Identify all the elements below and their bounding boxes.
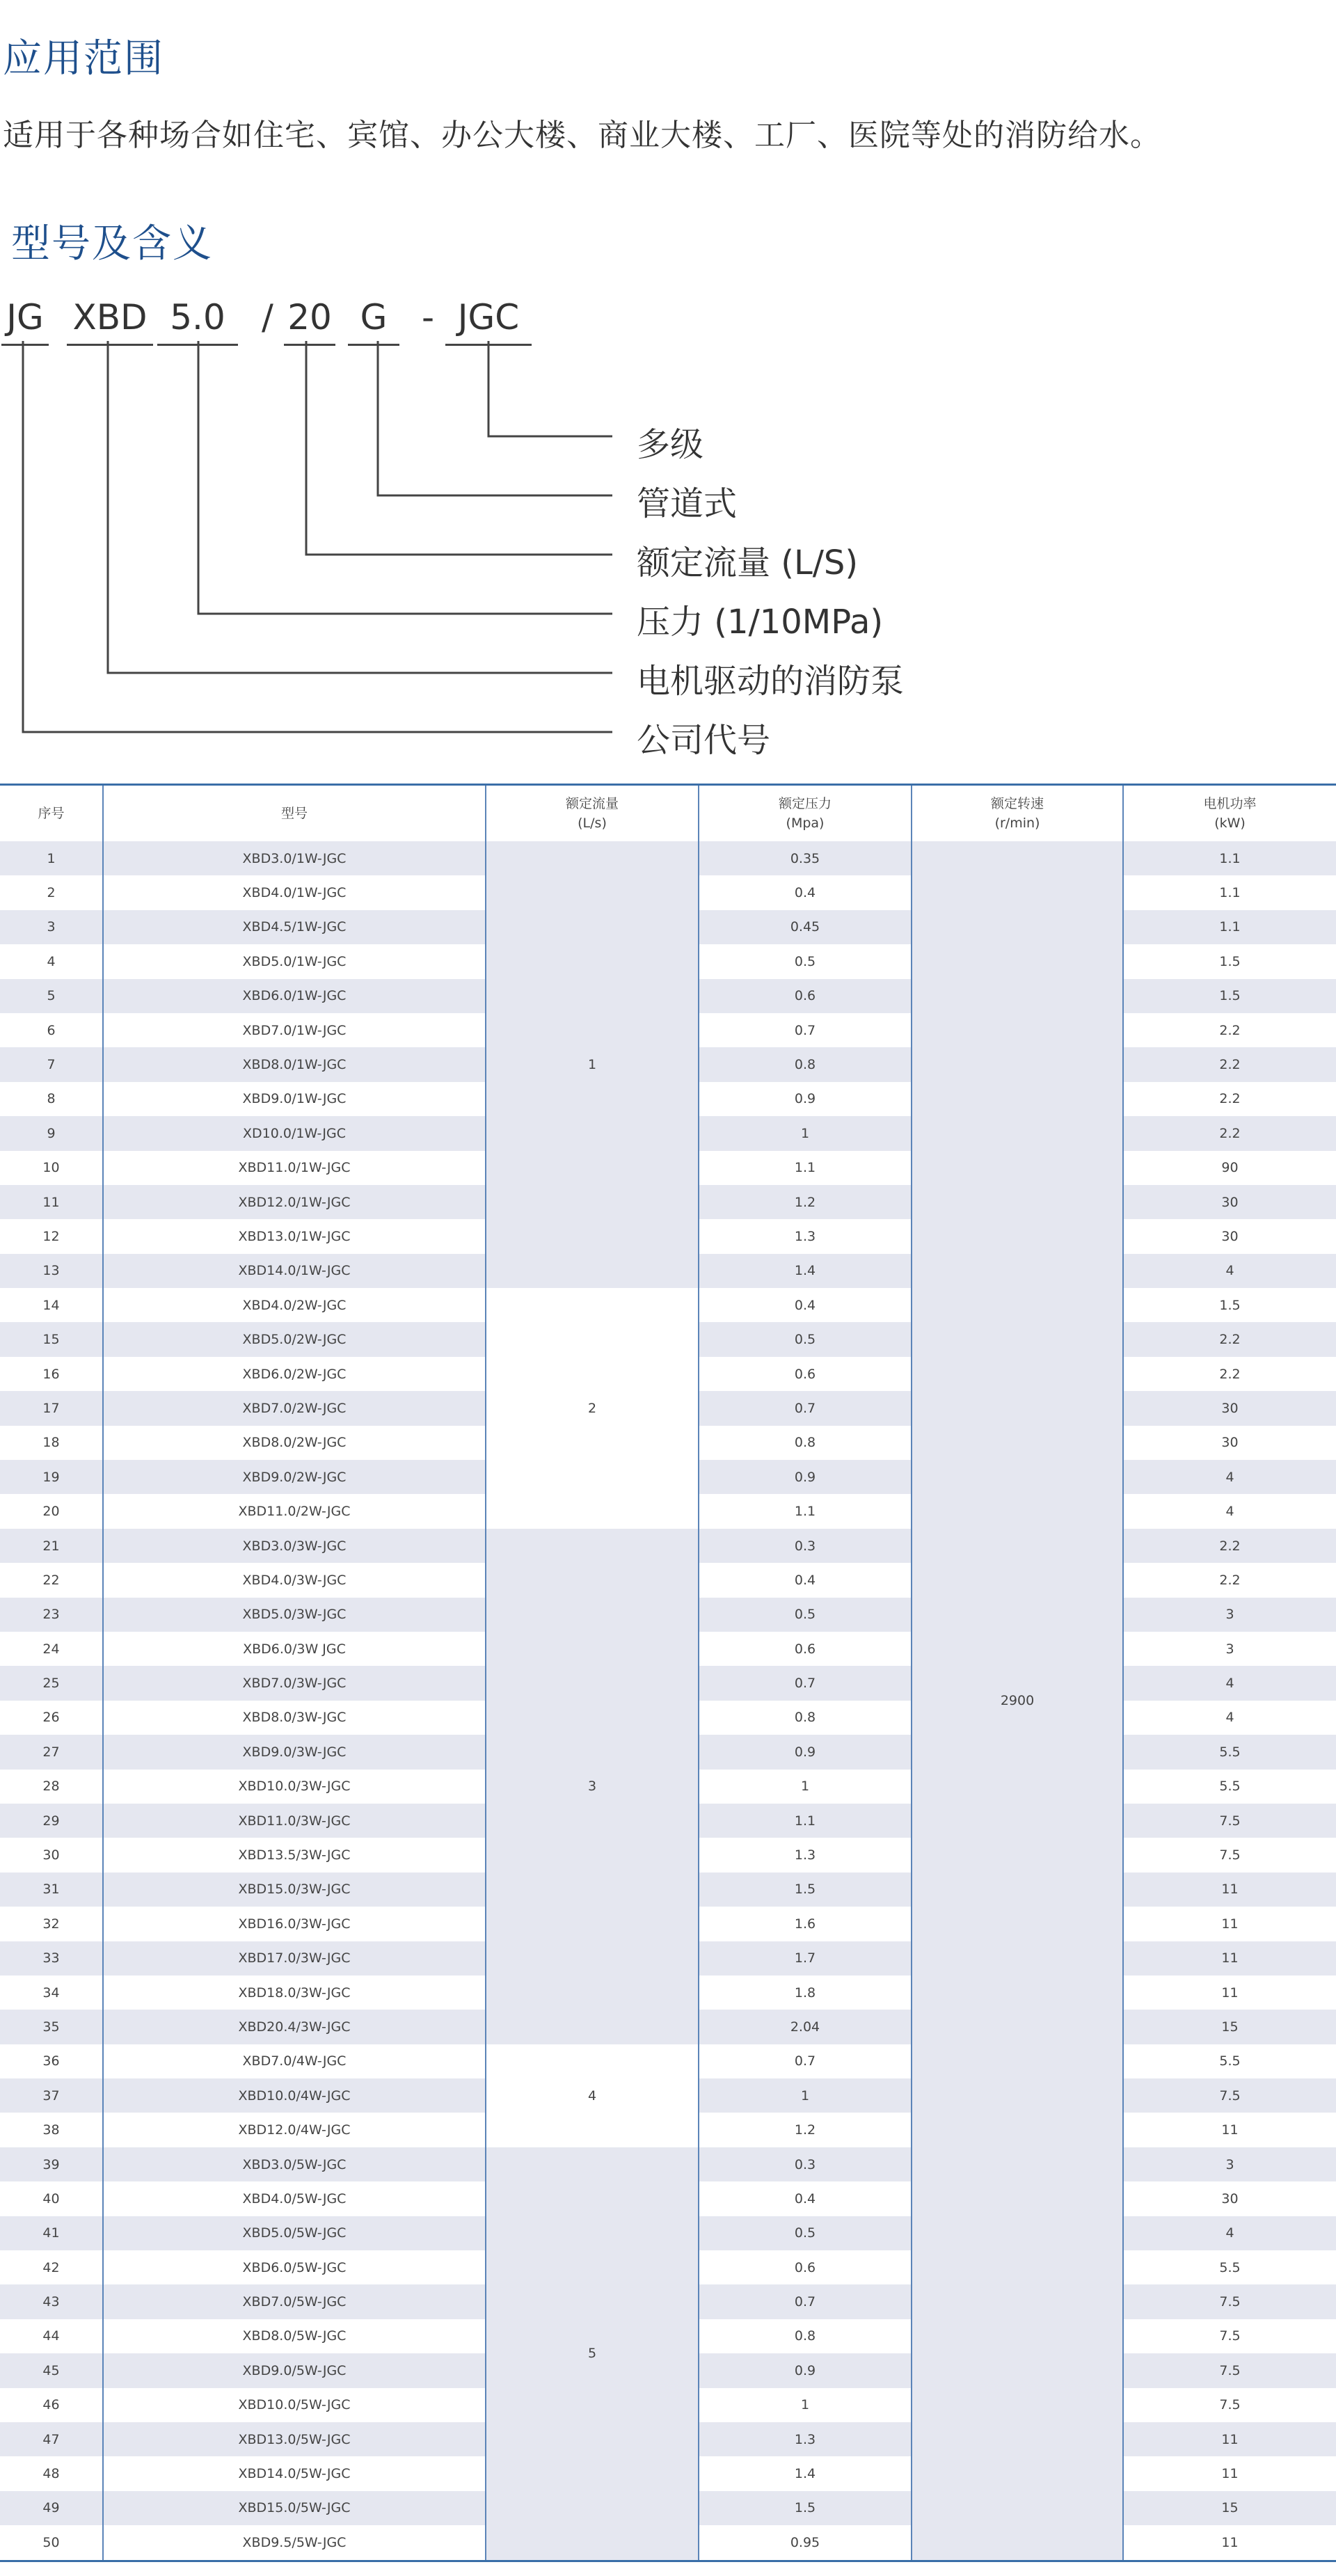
cell-model: XBD8.0/3W-JGC	[103, 1701, 486, 1735]
cell-model: XBD13.0/5W-JGC	[103, 2422, 486, 2456]
cell-power: 2.2	[1123, 1082, 1336, 1116]
cell-model: XBD6.0/1W-JGC	[103, 979, 486, 1013]
cell-pressure: 1.6	[699, 1907, 912, 1941]
cell-power: 11	[1123, 2422, 1336, 2456]
cell-power: 30	[1123, 2181, 1336, 2216]
cell-no: 7	[0, 1047, 103, 1081]
table-body	[0, 841, 1336, 2561]
cell-model: XBD3.0/1W-JGC	[103, 841, 486, 875]
cell-model: XBD13.0/1W-JGC	[103, 1219, 486, 1253]
cell-no: 17	[0, 1391, 103, 1425]
cell-no: 15	[0, 1322, 103, 1356]
cell-power: 7.5	[1123, 2284, 1336, 2319]
cell-power: 30	[1123, 1219, 1336, 1253]
cell-pressure: 1.1	[699, 1151, 912, 1185]
cell-no: 47	[0, 2422, 103, 2456]
code-part-pressure: 5.0	[157, 291, 238, 346]
code-separator-slash: /	[262, 297, 273, 337]
meaning-rated-flow: 额定流量 (L/S)	[637, 543, 859, 582]
table-row	[0, 1288, 1336, 1322]
cell-no: 12	[0, 1219, 103, 1253]
cell-power: 2.2	[1123, 1322, 1336, 1356]
code-separator-dash: -	[422, 297, 435, 337]
header-model: 型号	[103, 785, 486, 842]
cell-no: 20	[0, 1494, 103, 1528]
cell-pressure: 1.5	[699, 1873, 912, 1907]
cell-power: 1.1	[1123, 910, 1336, 944]
cell-power: 1.1	[1123, 875, 1336, 909]
cell-pressure: 1	[699, 1770, 912, 1804]
cell-pressure: 0.95	[699, 2525, 912, 2561]
cell-pressure: 0.4	[699, 1288, 912, 1322]
cell-power: 5.5	[1123, 2250, 1336, 2284]
cell-model: XBD5.0/1W-JGC	[103, 944, 486, 978]
cell-pressure: 1.7	[699, 1941, 912, 1975]
cell-power: 1.5	[1123, 1288, 1336, 1322]
cell-power: 1.1	[1123, 841, 1336, 875]
cell-power: 7.5	[1123, 2353, 1336, 2387]
cell-flow: 1	[486, 841, 699, 1288]
cell-no: 10	[0, 1151, 103, 1185]
cell-no: 35	[0, 2010, 103, 2044]
cell-power: 2.2	[1123, 1047, 1336, 1081]
connector-flow	[306, 341, 612, 555]
cell-power: 3	[1123, 2147, 1336, 2181]
cell-model: XBD8.0/1W-JGC	[103, 1047, 486, 1081]
cell-pressure: 0.7	[699, 1666, 912, 1700]
cell-model: XBD4.0/1W-JGC	[103, 875, 486, 909]
cell-model: XBD5.0/2W-JGC	[103, 1322, 486, 1356]
cell-no: 50	[0, 2525, 103, 2561]
cell-no: 27	[0, 1735, 103, 1769]
cell-pressure: 0.4	[699, 2181, 912, 2216]
cell-no: 23	[0, 1598, 103, 1632]
cell-model: XBD7.0/3W-JGC	[103, 1666, 486, 1700]
cell-power: 7.5	[1123, 1804, 1336, 1838]
cell-model: XBD16.0/3W-JGC	[103, 1907, 486, 1941]
cell-no: 33	[0, 1941, 103, 1975]
cell-power: 2.2	[1123, 1116, 1336, 1150]
table-row	[0, 1529, 1336, 1563]
cell-model: XBD6.0/5W-JGC	[103, 2250, 486, 2284]
cell-no: 39	[0, 2147, 103, 2181]
cell-power: 5.5	[1123, 2044, 1336, 2078]
cell-model: XBD14.0/5W-JGC	[103, 2456, 486, 2490]
cell-pressure: 1.8	[699, 1975, 912, 2010]
cell-no: 37	[0, 2078, 103, 2113]
cell-no: 43	[0, 2284, 103, 2319]
code-part-type: G	[348, 291, 399, 346]
connector-pump	[108, 341, 612, 673]
header-pressure: 额定压力 (Mpa)	[699, 785, 912, 842]
cell-no: 42	[0, 2250, 103, 2284]
cell-no: 32	[0, 1907, 103, 1941]
connector-stage	[488, 341, 612, 436]
table-row	[0, 2044, 1336, 2078]
cell-flow: 2	[486, 1288, 699, 1529]
cell-pressure: 0.4	[699, 1563, 912, 1597]
cell-no: 46	[0, 2388, 103, 2422]
cell-model: XBD10.0/5W-JGC	[103, 2388, 486, 2422]
cell-pressure: 0.7	[699, 2044, 912, 2078]
code-part-flow: 20	[284, 291, 335, 346]
cell-pressure: 1.2	[699, 1185, 912, 1219]
cell-power: 5.5	[1123, 1770, 1336, 1804]
cell-no: 4	[0, 944, 103, 978]
cell-model: XBD14.0/1W-JGC	[103, 1254, 486, 1288]
cell-no: 36	[0, 2044, 103, 2078]
cell-pressure: 1	[699, 1116, 912, 1150]
cell-power: 1.5	[1123, 944, 1336, 978]
cell-model: XBD3.0/5W-JGC	[103, 2147, 486, 2181]
cell-model: XBD6.0/3W JGC	[103, 1632, 486, 1666]
cell-pressure: 1.3	[699, 1838, 912, 1872]
cell-no: 11	[0, 1185, 103, 1219]
header-no: 序号	[0, 785, 103, 842]
cell-pressure: 1.3	[699, 1219, 912, 1253]
cell-no: 49	[0, 2491, 103, 2525]
cell-power: 1.5	[1123, 979, 1336, 1013]
spec-table	[0, 784, 1336, 2562]
cell-pressure: 1.4	[699, 1254, 912, 1288]
cell-pressure: 0.9	[699, 2353, 912, 2387]
cell-pressure: 0.7	[699, 2284, 912, 2319]
cell-model: XBD9.0/3W-JGC	[103, 1735, 486, 1769]
cell-no: 14	[0, 1288, 103, 1322]
cell-power: 2.2	[1123, 1357, 1336, 1391]
cell-power: 11	[1123, 1907, 1336, 1941]
cell-model: XBD6.0/2W-JGC	[103, 1357, 486, 1391]
cell-model: XBD5.0/5W-JGC	[103, 2216, 486, 2250]
cell-model: XBD5.0/3W-JGC	[103, 1598, 486, 1632]
cell-no: 26	[0, 1701, 103, 1735]
cell-model: XBD9.0/5W-JGC	[103, 2353, 486, 2387]
cell-power: 2.2	[1123, 1563, 1336, 1597]
cell-pressure: 0.7	[699, 1391, 912, 1425]
meaning-pressure: 压力 (1/10MPa)	[637, 603, 884, 642]
cell-power: 7.5	[1123, 2078, 1336, 2113]
connector-type	[378, 341, 612, 495]
cell-no: 30	[0, 1838, 103, 1872]
cell-model: XBD7.0/1W-JGC	[103, 1013, 486, 1047]
cell-pressure: 0.6	[699, 1632, 912, 1666]
code-connector-lines	[0, 341, 640, 752]
cell-power: 11	[1123, 1975, 1336, 2010]
cell-model: XBD9.5/5W-JGC	[103, 2525, 486, 2561]
cell-power: 11	[1123, 2525, 1336, 2561]
cell-pressure: 1.3	[699, 2422, 912, 2456]
cell-pressure: 1	[699, 2078, 912, 2113]
cell-model: XBD10.0/3W-JGC	[103, 1770, 486, 1804]
cell-no: 1	[0, 841, 103, 875]
code-part-company: JG	[1, 291, 49, 346]
cell-pressure: 0.3	[699, 2147, 912, 2181]
cell-power: 30	[1123, 1185, 1336, 1219]
cell-power: 30	[1123, 1391, 1336, 1425]
cell-model: XBD3.0/3W-JGC	[103, 1529, 486, 1563]
cell-pressure: 0.7	[699, 1013, 912, 1047]
cell-pressure: 0.45	[699, 910, 912, 944]
cell-no: 5	[0, 979, 103, 1013]
table-row	[0, 2147, 1336, 2181]
cell-model: XBD10.0/4W-JGC	[103, 2078, 486, 2113]
cell-no: 45	[0, 2353, 103, 2387]
cell-power: 11	[1123, 1941, 1336, 1975]
cell-no: 29	[0, 1804, 103, 1838]
cell-power: 3	[1123, 1632, 1336, 1666]
cell-model: XBD17.0/3W-JGC	[103, 1941, 486, 1975]
cell-power: 2.2	[1123, 1529, 1336, 1563]
cell-pressure: 1	[699, 2388, 912, 2422]
cell-pressure: 0.5	[699, 2216, 912, 2250]
cell-model: XBD18.0/3W-JGC	[103, 1975, 486, 2010]
cell-no: 28	[0, 1770, 103, 1804]
cell-pressure: 0.5	[699, 1322, 912, 1356]
cell-power: 5.5	[1123, 1735, 1336, 1769]
cell-power: 4	[1123, 1460, 1336, 1494]
cell-pressure: 0.8	[699, 2319, 912, 2353]
cell-model: XBD7.0/5W-JGC	[103, 2284, 486, 2319]
cell-no: 41	[0, 2216, 103, 2250]
cell-no: 6	[0, 1013, 103, 1047]
cell-model: XBD11.0/1W-JGC	[103, 1151, 486, 1185]
cell-pressure: 0.6	[699, 2250, 912, 2284]
cell-no: 22	[0, 1563, 103, 1597]
cell-pressure: 0.35	[699, 841, 912, 875]
cell-pressure: 0.3	[699, 1529, 912, 1563]
cell-model: XBD4.0/2W-JGC	[103, 1288, 486, 1322]
cell-pressure: 0.8	[699, 1701, 912, 1735]
cell-power: 15	[1123, 2491, 1336, 2525]
application-text: 适用于各种场合如住宅、宾馆、办公大楼、商业大楼、工厂、医院等处的消防给水。	[3, 118, 1161, 153]
cell-pressure: 1.1	[699, 1804, 912, 1838]
cell-model: XBD8.0/5W-JGC	[103, 2319, 486, 2353]
cell-model: XBD7.0/2W-JGC	[103, 1391, 486, 1425]
cell-pressure: 0.9	[699, 1082, 912, 1116]
cell-power: 11	[1123, 1873, 1336, 1907]
cell-model: XBD11.0/2W-JGC	[103, 1494, 486, 1528]
cell-no: 18	[0, 1426, 103, 1460]
code-part-stage: JGC	[445, 291, 532, 346]
meaning-multistage: 多级	[637, 425, 704, 464]
cell-pressure: 2.04	[699, 2010, 912, 2044]
cell-pressure: 1.5	[699, 2491, 912, 2525]
cell-power: 4	[1123, 1666, 1336, 1700]
cell-power: 3	[1123, 1598, 1336, 1632]
cell-no: 48	[0, 2456, 103, 2490]
cell-no: 38	[0, 2113, 103, 2147]
cell-no: 34	[0, 1975, 103, 2010]
cell-no: 3	[0, 910, 103, 944]
cell-power: 4	[1123, 2216, 1336, 2250]
cell-power: 7.5	[1123, 2388, 1336, 2422]
cell-no: 2	[0, 875, 103, 909]
connector-pressure	[198, 341, 612, 614]
cell-power: 4	[1123, 1701, 1336, 1735]
cell-pressure: 0.8	[699, 1047, 912, 1081]
cell-model: XBD15.0/3W-JGC	[103, 1873, 486, 1907]
cell-pressure: 1.1	[699, 1494, 912, 1528]
cell-pressure: 0.5	[699, 1598, 912, 1632]
cell-power: 4	[1123, 1254, 1336, 1288]
cell-no: 25	[0, 1666, 103, 1700]
cell-speed: 2900	[912, 841, 1123, 2561]
cell-pressure: 0.5	[699, 944, 912, 978]
cell-pressure: 0.6	[699, 979, 912, 1013]
cell-power: 90	[1123, 1151, 1336, 1185]
cell-pressure: 0.8	[699, 1426, 912, 1460]
cell-no: 9	[0, 1116, 103, 1150]
cell-power: 11	[1123, 2113, 1336, 2147]
cell-flow: 4	[486, 2044, 699, 2147]
cell-no: 13	[0, 1254, 103, 1288]
cell-no: 19	[0, 1460, 103, 1494]
cell-no: 24	[0, 1632, 103, 1666]
cell-power: 30	[1123, 1426, 1336, 1460]
cell-power: 2.2	[1123, 1013, 1336, 1047]
cell-model: XBD4.5/1W-JGC	[103, 910, 486, 944]
cell-power: 4	[1123, 1494, 1336, 1528]
cell-model: XBD11.0/3W-JGC	[103, 1804, 486, 1838]
table-row	[0, 841, 1336, 875]
meaning-company-code: 公司代号	[637, 721, 771, 760]
cell-model: XD10.0/1W-JGC	[103, 1116, 486, 1150]
cell-model: XBD20.4/3W-JGC	[103, 2010, 486, 2044]
cell-no: 16	[0, 1357, 103, 1391]
header-power: 电机功率 (kW)	[1123, 785, 1336, 842]
cell-model: XBD4.0/3W-JGC	[103, 1563, 486, 1597]
cell-no: 31	[0, 1873, 103, 1907]
cell-pressure: 0.6	[699, 1357, 912, 1391]
cell-model: XBD8.0/2W-JGC	[103, 1426, 486, 1460]
cell-model: XBD9.0/1W-JGC	[103, 1082, 486, 1116]
meaning-pipeline: 管道式	[637, 484, 738, 523]
cell-model: XBD7.0/4W-JGC	[103, 2044, 486, 2078]
cell-power: 11	[1123, 2456, 1336, 2490]
table-header-row	[0, 785, 1336, 842]
code-part-pump: XBD	[67, 291, 153, 346]
cell-model: XBD4.0/5W-JGC	[103, 2181, 486, 2216]
cell-model: XBD12.0/4W-JGC	[103, 2113, 486, 2147]
cell-power: 7.5	[1123, 2319, 1336, 2353]
cell-model: XBD9.0/2W-JGC	[103, 1460, 486, 1494]
cell-pressure: 0.9	[699, 1460, 912, 1494]
application-heading: 应用范围	[3, 36, 164, 81]
cell-flow: 3	[486, 1529, 699, 2044]
cell-no: 40	[0, 2181, 103, 2216]
cell-power: 15	[1123, 2010, 1336, 2044]
cell-model: XBD13.5/3W-JGC	[103, 1838, 486, 1872]
cell-pressure: 1.4	[699, 2456, 912, 2490]
cell-flow: 5	[486, 2147, 699, 2561]
cell-no: 21	[0, 1529, 103, 1563]
cell-power: 7.5	[1123, 1838, 1336, 1872]
cell-no: 44	[0, 2319, 103, 2353]
cell-model: XBD12.0/1W-JGC	[103, 1185, 486, 1219]
cell-pressure: 1.2	[699, 2113, 912, 2147]
cell-no: 8	[0, 1082, 103, 1116]
header-flow: 额定流量 (L/s)	[486, 785, 699, 842]
meaning-motor-pump: 电机驱动的消防泵	[637, 662, 905, 701]
model-heading: 型号及含义	[11, 221, 213, 267]
cell-model: XBD15.0/5W-JGC	[103, 2491, 486, 2525]
cell-pressure: 0.4	[699, 875, 912, 909]
header-speed: 额定转速 (r/min)	[912, 785, 1123, 842]
cell-pressure: 0.9	[699, 1735, 912, 1769]
